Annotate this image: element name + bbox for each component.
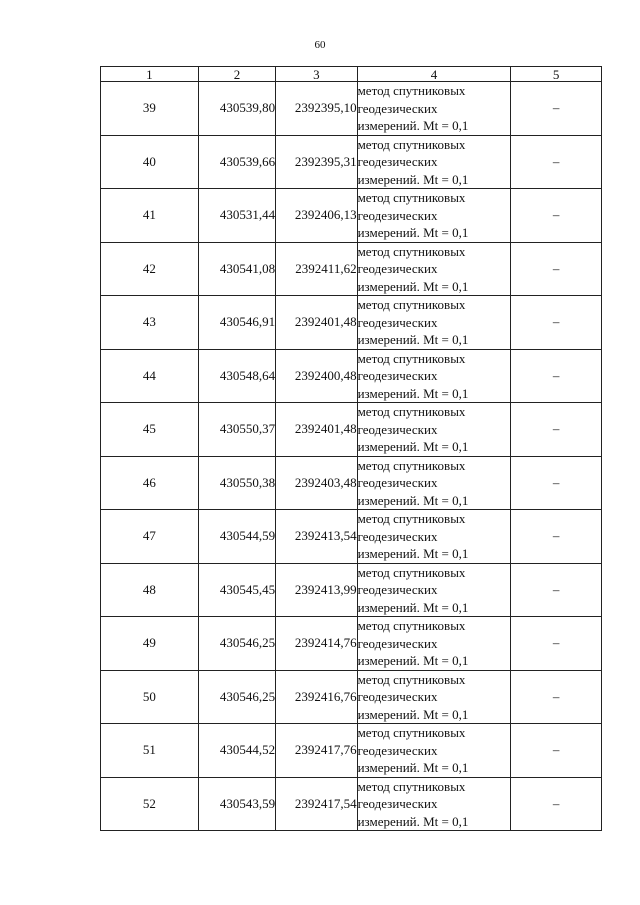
method-line: геодезических <box>357 368 438 383</box>
point-number-cell: 43 <box>101 296 199 350</box>
method-cell <box>357 777 511 831</box>
method-cell <box>357 456 511 510</box>
note-cell: – <box>511 403 602 457</box>
y-coordinate-cell: 2392417,54 <box>276 777 357 831</box>
method-line: измерений. Mt = 0,1 <box>357 225 469 240</box>
y-coordinate-cell: 2392414,76 <box>276 617 357 671</box>
method-cell <box>357 724 511 778</box>
point-number-cell: 49 <box>101 617 199 671</box>
y-coordinate-cell: 2392401,48 <box>276 403 357 457</box>
method-line: метод спутниковых <box>357 618 466 633</box>
table-row <box>101 670 602 724</box>
point-number-cell: 52 <box>101 777 199 831</box>
method-line: метод спутниковых <box>357 457 466 473</box>
method-line: геодезических <box>357 314 438 330</box>
method-cell <box>357 135 511 189</box>
method-line: геодезических <box>357 742 438 758</box>
x-coordinate-cell: 430546,91 <box>198 296 275 350</box>
x-coordinate-cell: 430539,66 <box>198 135 275 189</box>
method-line: измерений. Mt = 0,1 <box>357 171 469 187</box>
x-coordinate-cell: 430546,25 <box>198 617 275 671</box>
x-coordinate-cell: 430548,64 <box>198 349 275 403</box>
method-line: геодезических <box>357 528 438 544</box>
method-line: измерений. Mt = 0,1 <box>357 706 469 722</box>
point-number-cell: 46 <box>101 456 199 510</box>
point-number-cell: 47 <box>101 510 199 564</box>
method-cell <box>357 510 511 564</box>
y-coordinate-cell: 2392413,54 <box>276 510 357 564</box>
method-line: геодезических <box>357 154 438 169</box>
method-line: метод спутниковых <box>357 190 466 205</box>
point-number-cell: 51 <box>101 724 199 778</box>
method-cell <box>357 296 511 350</box>
table-row <box>101 456 602 510</box>
note-cell: – <box>511 510 602 564</box>
method-line: измерений. Mt = 0,1 <box>357 813 469 829</box>
method-line: геодезических <box>357 582 438 597</box>
method-line: измерений. Mt = 0,1 <box>357 599 469 615</box>
method-cell <box>357 242 511 296</box>
column-header-5: 5 <box>511 67 602 82</box>
method-line: геодезических <box>357 261 438 276</box>
x-coordinate-cell: 430541,08 <box>198 242 275 296</box>
method-cell <box>357 670 511 724</box>
table-row <box>101 563 602 617</box>
column-header-2: 2 <box>198 67 275 82</box>
table-row <box>101 242 602 296</box>
method-line: геодезических <box>357 207 438 223</box>
method-line: метод спутниковых <box>357 243 466 259</box>
point-number-cell: 39 <box>101 82 199 136</box>
y-coordinate-cell: 2392401,48 <box>276 296 357 350</box>
method-line: измерений. Mt = 0,1 <box>357 492 469 508</box>
point-number-cell: 48 <box>101 563 199 617</box>
x-coordinate-cell: 430544,52 <box>198 724 275 778</box>
method-line: метод спутниковых <box>357 725 466 740</box>
method-line: геодезических <box>357 796 438 811</box>
y-coordinate-cell: 2392416,76 <box>276 670 357 724</box>
x-coordinate-cell: 430546,25 <box>198 670 275 724</box>
method-line: измерений. Mt = 0,1 <box>357 118 469 133</box>
method-line: метод спутниковых <box>357 83 466 98</box>
x-coordinate-cell: 430531,44 <box>198 189 275 243</box>
method-cell <box>357 563 511 617</box>
method-line: измерений. Mt = 0,1 <box>357 546 469 561</box>
method-line: измерений. Mt = 0,1 <box>357 278 469 294</box>
x-coordinate-cell: 430539,80 <box>198 82 275 136</box>
point-number-cell: 50 <box>101 670 199 724</box>
note-cell: – <box>511 242 602 296</box>
method-line: метод спутниковых <box>357 404 466 419</box>
x-coordinate-cell: 430543,59 <box>198 777 275 831</box>
table-row <box>101 82 602 136</box>
method-line: метод спутниковых <box>357 350 466 366</box>
point-number-cell: 45 <box>101 403 199 457</box>
point-number-cell: 40 <box>101 135 199 189</box>
note-cell: – <box>511 296 602 350</box>
y-coordinate-cell: 2392400,48 <box>276 349 357 403</box>
method-cell <box>357 349 511 403</box>
page-number: 60 <box>314 39 326 51</box>
method-line: метод спутниковых <box>357 136 466 152</box>
y-coordinate-cell: 2392406,13 <box>276 189 357 243</box>
note-cell: – <box>511 82 602 136</box>
table-row <box>101 510 602 564</box>
point-number-cell: 42 <box>101 242 199 296</box>
method-line: измерений. Mt = 0,1 <box>357 439 469 454</box>
note-cell: – <box>511 724 602 778</box>
method-line: измерений. Mt = 0,1 <box>357 653 469 668</box>
table-row <box>101 777 602 831</box>
point-number-cell: 44 <box>101 349 199 403</box>
x-coordinate-cell: 430545,45 <box>198 563 275 617</box>
table-row <box>101 296 602 350</box>
note-cell: – <box>511 349 602 403</box>
y-coordinate-cell: 2392413,99 <box>276 563 357 617</box>
table-row <box>101 617 602 671</box>
method-line: геодезических <box>357 100 438 116</box>
y-coordinate-cell: 2392411,62 <box>276 242 357 296</box>
column-header-4: 4 <box>357 67 511 82</box>
method-line: метод спутниковых <box>357 778 466 794</box>
column-header-1: 1 <box>101 67 199 82</box>
table-row <box>101 403 602 457</box>
y-coordinate-cell: 2392395,31 <box>276 135 357 189</box>
method-line: метод спутниковых <box>357 297 466 312</box>
method-cell <box>357 189 511 243</box>
method-cell <box>357 617 511 671</box>
column-header-3: 3 <box>276 67 357 82</box>
note-cell: – <box>511 135 602 189</box>
point-number-cell: 41 <box>101 189 199 243</box>
method-line: геодезических <box>357 421 438 437</box>
method-line: геодезических <box>357 635 438 651</box>
x-coordinate-cell: 430550,38 <box>198 456 275 510</box>
method-line: измерений. Mt = 0,1 <box>357 332 469 347</box>
method-line: измерений. Mt = 0,1 <box>357 385 469 401</box>
method-line: измерений. Mt = 0,1 <box>357 760 469 775</box>
x-coordinate-cell: 430544,59 <box>198 510 275 564</box>
table-row <box>101 349 602 403</box>
note-cell: – <box>511 189 602 243</box>
x-coordinate-cell: 430550,37 <box>198 403 275 457</box>
y-coordinate-cell: 2392395,10 <box>276 82 357 136</box>
note-cell: – <box>511 563 602 617</box>
coordinates-table <box>100 66 602 831</box>
note-cell: – <box>511 456 602 510</box>
table-body <box>101 82 602 831</box>
table-row <box>101 189 602 243</box>
note-cell: – <box>511 670 602 724</box>
table-row <box>101 724 602 778</box>
method-line: метод спутниковых <box>357 564 466 580</box>
note-cell: – <box>511 617 602 671</box>
method-line: геодезических <box>357 689 438 704</box>
method-cell <box>357 82 511 136</box>
method-line: метод спутниковых <box>357 671 466 687</box>
note-cell: – <box>511 777 602 831</box>
table-header-row <box>101 67 602 82</box>
method-line: метод спутниковых <box>357 511 466 526</box>
table-row <box>101 135 602 189</box>
method-cell <box>357 403 511 457</box>
y-coordinate-cell: 2392417,76 <box>276 724 357 778</box>
y-coordinate-cell: 2392403,48 <box>276 456 357 510</box>
method-line: геодезических <box>357 475 438 490</box>
